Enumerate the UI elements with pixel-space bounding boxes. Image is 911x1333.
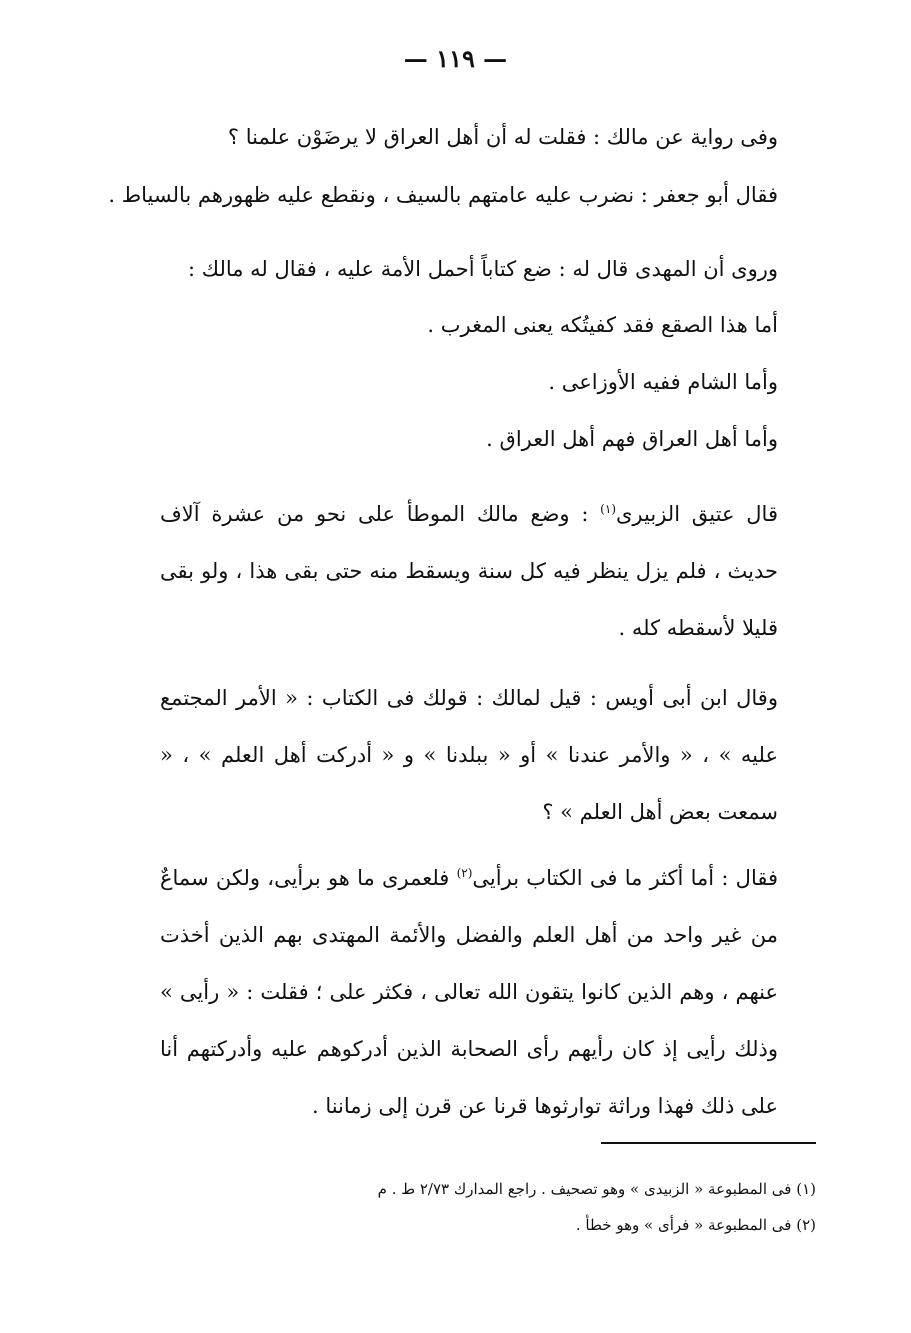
paragraph-line: فقال أبو جعفر : نضرب عليه عامتهم بالسيف ، ونقطع عليه ظهورهم بالسياط .	[108, 183, 778, 207]
footnote-divider	[601, 1142, 816, 1144]
paragraph-line: أما هذا الصقع فقد كفيتُكه يعنى المغرب .	[427, 313, 778, 337]
footnote-ref: (٢)	[456, 866, 473, 880]
paragraph-line: وفى رواية عن مالك : فقلت له أن أهل العراق لا يرضَوْن علمنا ؟	[227, 125, 778, 149]
paragraph-uways: وقال ابن أبى أويس : قيل لمالك : قولك فى الكتاب : « الأمر المجتمع عليه » ، « والأمر عندنا » أو « ببلدنا » و « أدركت أهل العلم » ، « سمعت بعض أهل العلم » ؟	[160, 686, 778, 824]
paragraph-text: فلعمرى ما هو برأيى، ولكن سماعٌ من غير واحد من أهل العلم والفضل والأئمة المهتدى بهم الذين أخذت عنهم ، وهم الذين كانوا يتقون الله تعالى ، فكثر على ؛ فقلت : « رأيى » وذلك رأيى إذ كان رأيهم رأى الصحابة الذين أدركوهم عليه وأدركتهم أنا على ذلك فهذا وراثة توارثوها قرنا عن قرن إلى زماننا .	[160, 866, 778, 1118]
paragraph-text: فقال : أما أكثر ما فى الكتاب برأيى	[472, 866, 778, 890]
paragraph-line: وأما أهل العراق فهم أهل العراق .	[486, 427, 778, 451]
paragraph-line: وروى أن المهدى قال له : ضع كتاباً أحمل الأمة عليه ، فقال له مالك :	[188, 257, 778, 281]
paragraph-text: : وضع مالك الموطأ على نحو من عشرة آلاف حديث ، فلم يزل ينظر فيه كل سنة ويسقط منه حتى بقى هذا ، ولو بقى قليلا لأسقطه كله .	[160, 502, 778, 640]
paragraph-text: قال عتيق الزبيرى	[616, 502, 778, 526]
page-number: — ١١٩ —	[403, 44, 508, 73]
paragraph-line: وأما الشام ففيه الأوزاعى .	[548, 370, 778, 394]
paragraph-atiq	[160, 486, 778, 657]
footnote-1: (١) فى المطبوعة « الزبيدى » وهو تصحيف . راجع المدارك ٢/٧٣ ط . م	[377, 1180, 816, 1198]
paragraph-answer	[160, 850, 778, 1135]
footnote-ref: (١)	[600, 502, 616, 516]
footnote-2: (٢) فى المطبوعة « فرأى » وهو خطأ .	[575, 1216, 816, 1234]
